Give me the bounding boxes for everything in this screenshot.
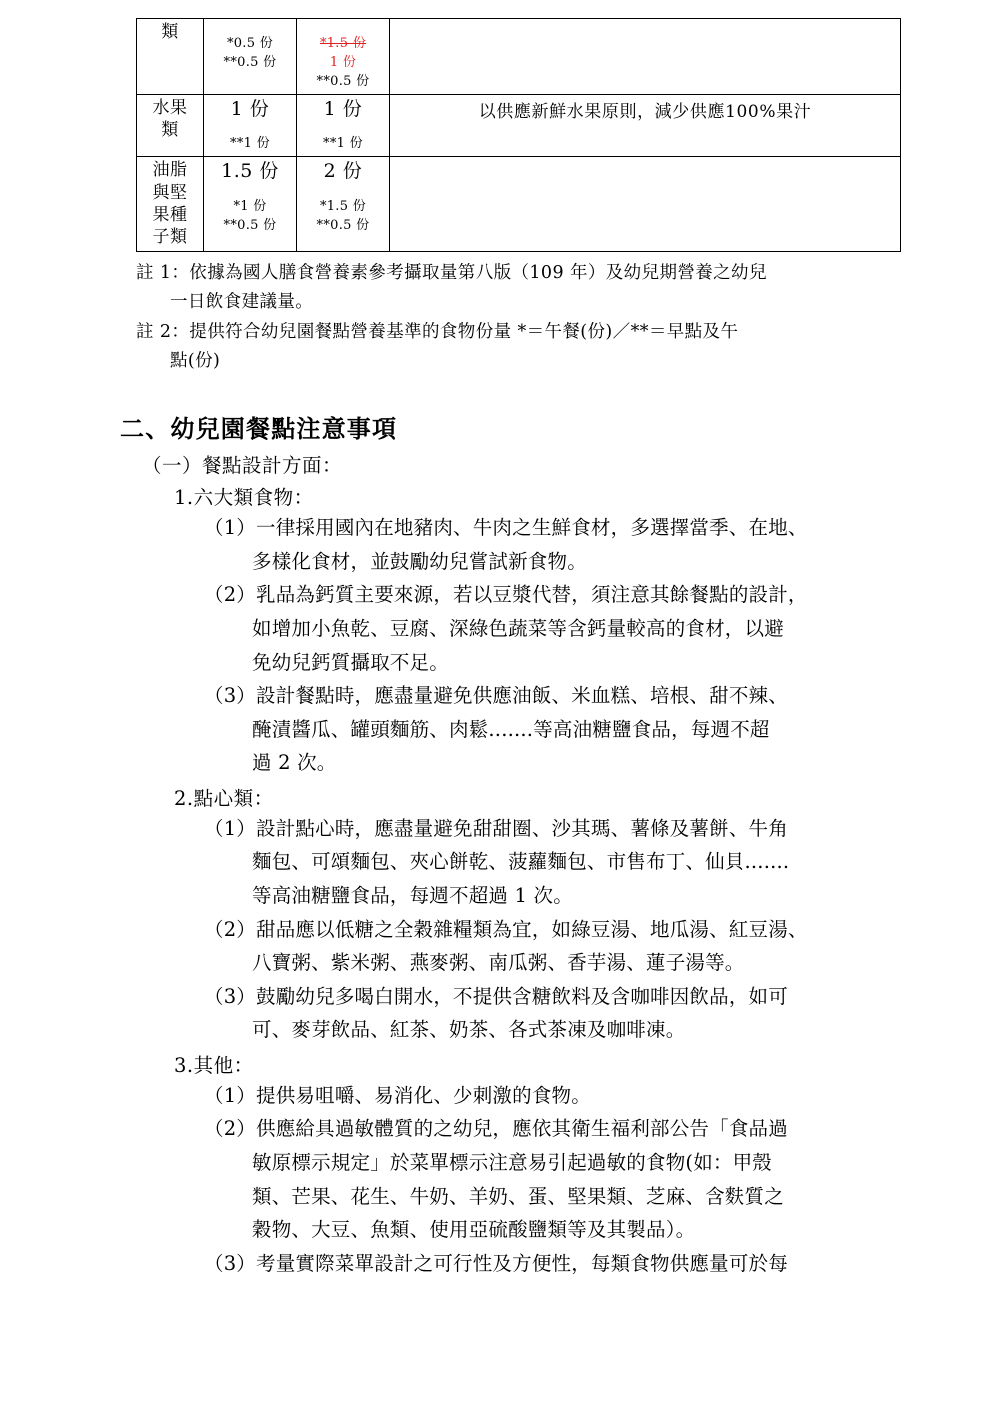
list-item-cont [252, 747, 972, 779]
value-cell-a [204, 157, 297, 252]
sub-value: **0.5 份 [316, 73, 370, 89]
list-item [204, 1113, 924, 1145]
list-item [204, 512, 924, 544]
item-text: 類、芒果、花生、牛奶、羊奶、蛋、堅果類、芝麻、含麩質之 [252, 1184, 784, 1208]
item-text: 麵包、可頌麵包、夾心餅乾、菠蘿麵包、市售布丁、仙貝....... [252, 850, 790, 874]
sub-value: **0.5 份 [316, 217, 370, 233]
main-value: 2 份 [323, 160, 363, 183]
note-cell [390, 94, 901, 157]
item-text: 八寶粥、紫米粥、燕麥粥、南瓜粥、香芋湯、蓮子湯等。 [252, 951, 745, 975]
footnote-marker: 註 2： [136, 321, 190, 342]
row-label: 水果 [152, 97, 188, 118]
list-item-cont [252, 1147, 972, 1179]
item-text: 供應給具過敏體質的之幼兒，應依其衛生福利部公告「食品過 [256, 1117, 788, 1141]
footnote-list [136, 259, 896, 375]
main-value: 1 份 [230, 97, 270, 120]
sub-value-revised: 1 份 [329, 54, 357, 70]
item-text: 免幼兒鈣質攝取不足。 [252, 650, 450, 674]
value-cell-b [297, 94, 390, 157]
sub-value: **1 份 [323, 136, 363, 152]
item-text: 設計點心時，應盡量避免甜甜圈、沙其瑪、薯條及薯餅、牛角 [256, 816, 788, 840]
row-label-cont: 與堅 [152, 182, 188, 203]
item-text: 多樣化食材，並鼓勵幼兒嘗試新食物。 [252, 549, 587, 573]
list-item [204, 1248, 924, 1280]
list-item [204, 1080, 924, 1112]
list-item-cont [252, 546, 972, 578]
item-marker: （2） [204, 917, 257, 941]
row-label: 類 [161, 22, 179, 42]
table-row [137, 157, 901, 252]
group-title: 2.點心類： [174, 786, 274, 810]
list-item-cont [252, 846, 972, 878]
item-marker: （3） [204, 1251, 257, 1275]
value-cell-b [297, 19, 390, 95]
item-text: 一律採用國內在地豬肉、牛肉之生鮮食材，多選擇當季、在地、 [256, 516, 808, 540]
sub-value: *0.5 份 [226, 36, 274, 51]
list-item-cont [252, 880, 972, 912]
sub-value: **1 份 [230, 136, 270, 152]
row-label-cell [137, 157, 204, 252]
item-marker: （1） [204, 516, 257, 540]
list-item-cont [252, 1014, 972, 1046]
group-title: 3.其他： [174, 1053, 254, 1077]
list-item-cont [252, 1214, 972, 1246]
sub-value: *1 份 [233, 198, 267, 214]
item-marker: （1） [204, 816, 257, 840]
list-item [204, 680, 924, 712]
item-text: 醃漬醬瓜、罐頭麵筋、肉鬆.......等高油糖鹽食品，每週不超 [252, 717, 770, 741]
list-item-cont [252, 647, 972, 679]
item-marker: （3） [204, 684, 257, 708]
item-text: 敏原標示規定」於菜單標示注意易引起過敏的食物(如：甲殼 [252, 1151, 773, 1175]
nutrition-table [136, 18, 901, 252]
item-text: 過 2 次。 [252, 751, 337, 775]
group-title: 1.六大類食物： [174, 486, 314, 510]
footnote-2 [136, 318, 896, 346]
footnote-1-cont [136, 288, 896, 316]
item-marker: （3） [204, 984, 257, 1008]
list-item-cont [252, 613, 972, 645]
item-text: 設計餐點時，應盡量避免供應油飯、米血糕、培根、甜不辣、 [256, 684, 788, 708]
item-text: 穀物、大豆、魚類、使用亞硫酸鹽類等及其製品）。 [252, 1218, 696, 1242]
footnote-2-cont [136, 347, 896, 375]
section-subheading: （一）餐點設計方面： [142, 454, 343, 478]
footnote-text: 提供符合幼兒園餐點營養基準的食物份量 *＝午餐(份)／**＝早點及午 [189, 321, 739, 342]
note-cell [390, 157, 901, 252]
table-row [137, 19, 901, 95]
list-item [204, 981, 924, 1013]
list-item [204, 914, 924, 946]
row-label-cont: 子類 [152, 227, 188, 248]
item-marker: （2） [204, 1117, 257, 1141]
item-text: 考量實際菜單設計之可行性及方便性，每類食物供應量可於每 [256, 1251, 788, 1275]
list-item-cont [252, 1181, 972, 1213]
footnote-marker: 註 1： [136, 262, 190, 283]
value-cell-a [204, 94, 297, 157]
sub-value: **0.5 份 [223, 217, 277, 233]
main-value: 1.5 份 [221, 160, 279, 183]
section-heading: 二、幼兒園餐點注意事項 [120, 414, 398, 444]
table-row [137, 94, 901, 157]
main-value: 1 份 [323, 97, 363, 120]
list-item-cont [252, 947, 972, 979]
item-text: 提供易咀嚼、易消化、少刺激的食物。 [256, 1083, 591, 1107]
value-cell-b [297, 157, 390, 252]
item-text: 等高油糖鹽食品，每週不超過 1 次。 [252, 883, 573, 907]
item-text: 鼓勵幼兒多喝白開水，不提供含糖飲料及含咖啡因飲品，如可 [256, 984, 788, 1008]
footnote-text: 點(份) [170, 350, 221, 371]
list-item [204, 813, 924, 845]
row-label-cell [137, 19, 204, 95]
item-text: 甜品應以低糖之全穀雜糧類為宜，如綠豆湯、地瓜湯、紅豆湯、 [256, 917, 808, 941]
row-label-cont: 果種 [152, 204, 188, 225]
sub-value: *1.5 份 [319, 198, 367, 214]
footnote-1 [136, 259, 896, 287]
item-text: 如增加小魚乾、豆腐、深綠色蔬菜等含鈣量較高的食材，以避 [252, 616, 784, 640]
list-item [204, 579, 924, 611]
item-marker: （1） [204, 1083, 257, 1107]
row-label: 油脂 [152, 160, 188, 181]
row-label-cell [137, 94, 204, 157]
note-text: 以供應新鮮水果原則，減少供應100%果汁 [478, 101, 812, 122]
item-text: 可、麥芽飲品、紅茶、奶茶、各式茶凍及咖啡凍。 [252, 1018, 686, 1042]
value-cell-a [204, 19, 297, 95]
item-marker: （2） [204, 583, 257, 607]
item-text: 乳品為鈣質主要來源，若以豆漿代替，須注意其餘餐點的設計， [256, 583, 808, 607]
note-cell [390, 19, 901, 95]
sub-value: **0.5 份 [223, 54, 277, 70]
footnote-text: 一日飲食建議量。 [170, 292, 314, 313]
sub-value-struck: *1.5 份 [319, 36, 367, 51]
footnote-text: 依據為國人膳食營養素參考攝取量第八版（109 年）及幼兒期營養之幼兒 [189, 262, 767, 283]
list-item-cont [252, 714, 972, 746]
row-label-cont: 類 [161, 119, 179, 140]
